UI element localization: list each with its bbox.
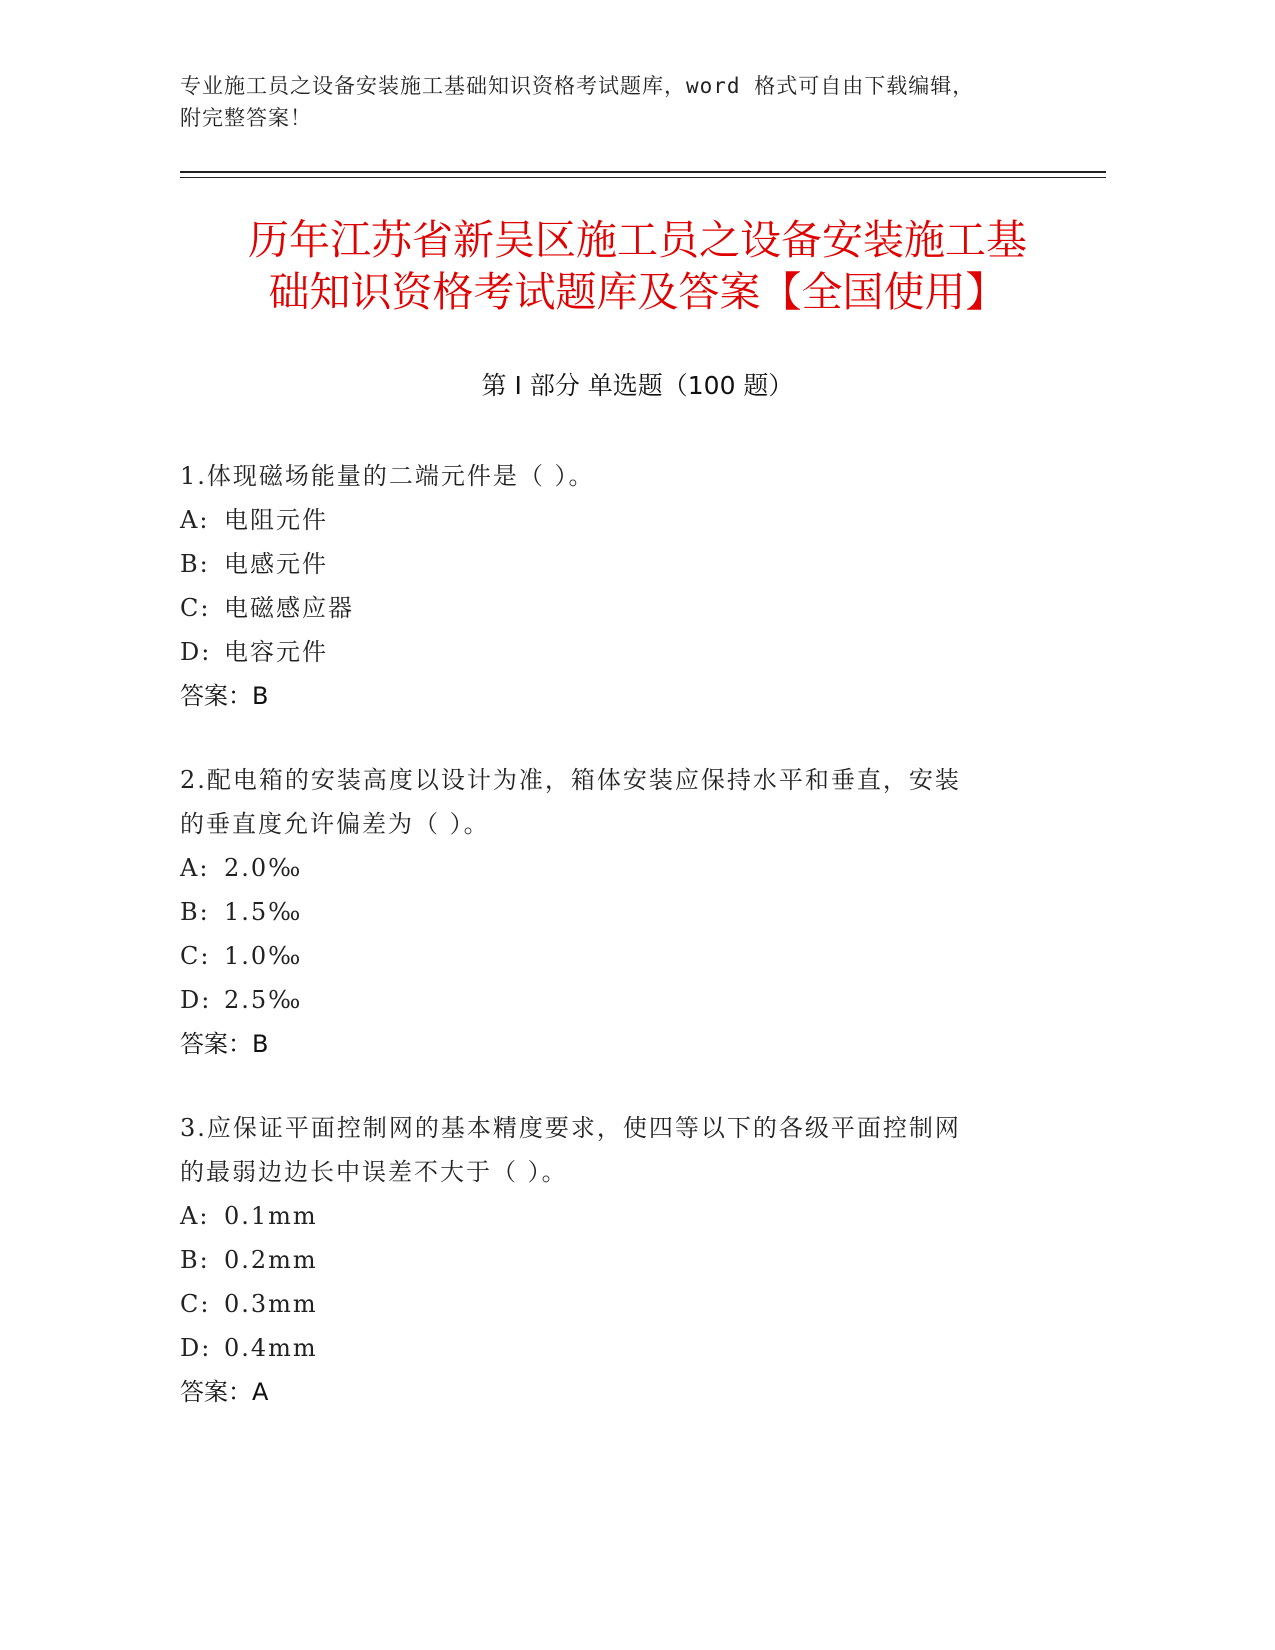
option-key: B:: [180, 898, 210, 926]
option-a: [180, 498, 1060, 542]
document-title-line-2: 础知识资格考试题库及答案【全国使用】: [268, 268, 1007, 316]
option-key: A:: [180, 854, 210, 882]
header-note: [180, 70, 1060, 134]
question-stem-line: 1.体现磁场能量的二端元件是（ ）。: [180, 462, 595, 490]
option-b: [180, 542, 1060, 586]
option-key: C:: [180, 1290, 211, 1318]
question-stem: [180, 758, 1060, 846]
question-stem-line: 的垂直度允许偏差为（ ）。: [180, 810, 490, 838]
option-d: [180, 1326, 1060, 1370]
option-b: [180, 1238, 1060, 1282]
document-title: [160, 214, 1115, 318]
option-c: [180, 586, 1060, 630]
option-text: 电磁感应器: [224, 594, 354, 622]
option-a: [180, 1194, 1060, 1238]
option-text: 2.0‰: [224, 854, 303, 882]
option-key: C:: [180, 942, 211, 970]
option-text: 0.4mm: [224, 1334, 318, 1362]
answer: 答案：B: [180, 1030, 269, 1058]
option-text: 1.0‰: [224, 942, 303, 970]
header-divider-thick: [180, 171, 1106, 173]
option-key: D:: [180, 1334, 212, 1362]
question-1: [180, 454, 1060, 718]
question-stem-line: 的最弱边边长中误差不大于（ ）。: [180, 1158, 568, 1186]
option-text: 2.5‰: [224, 986, 303, 1014]
option-text: 电感元件: [224, 550, 328, 578]
option-key: B:: [180, 1246, 210, 1274]
option-d: [180, 978, 1060, 1022]
option-text: 0.2mm: [224, 1246, 318, 1274]
option-c: [180, 934, 1060, 978]
option-key: C:: [180, 594, 211, 622]
question-stem: [180, 1106, 1060, 1194]
option-key: D:: [180, 638, 212, 666]
section-heading: 第 I 部分 单选题（100 题）: [481, 371, 794, 400]
option-key: A:: [180, 506, 210, 534]
question-2: [180, 758, 1060, 1066]
answer: 答案：A: [180, 1378, 269, 1406]
option-text: 电容元件: [224, 638, 328, 666]
option-d: [180, 630, 1060, 674]
option-key: D:: [180, 986, 212, 1014]
option-text: 电阻元件: [224, 506, 328, 534]
option-text: 0.1mm: [224, 1202, 318, 1230]
option-text: 1.5‰: [224, 898, 303, 926]
question-stem: [180, 454, 1060, 498]
question-stem-line: 2.配电箱的安装高度以设计为准，箱体安装应保持水平和垂直，安装: [180, 766, 961, 794]
header-note-line-1: 专业施工员之设备安装施工基础知识资格考试题库，word 格式可自由下载编辑，: [180, 74, 975, 98]
document-title-line-1: 历年江苏省新吴区施工员之设备安装施工基: [248, 216, 1027, 264]
option-a: [180, 846, 1060, 890]
option-text: 0.3mm: [224, 1290, 318, 1318]
option-key: A:: [180, 1202, 210, 1230]
option-b: [180, 890, 1060, 934]
option-c: [180, 1282, 1060, 1326]
question-stem-line: 3.应保证平面控制网的基本精度要求，使四等以下的各级平面控制网: [180, 1114, 961, 1142]
header-divider-thin: [180, 177, 1106, 178]
header-note-line-2: 附完整答案！: [180, 106, 312, 130]
option-key: B:: [180, 550, 210, 578]
answer: 答案：B: [180, 682, 269, 710]
question-3: [180, 1106, 1060, 1414]
